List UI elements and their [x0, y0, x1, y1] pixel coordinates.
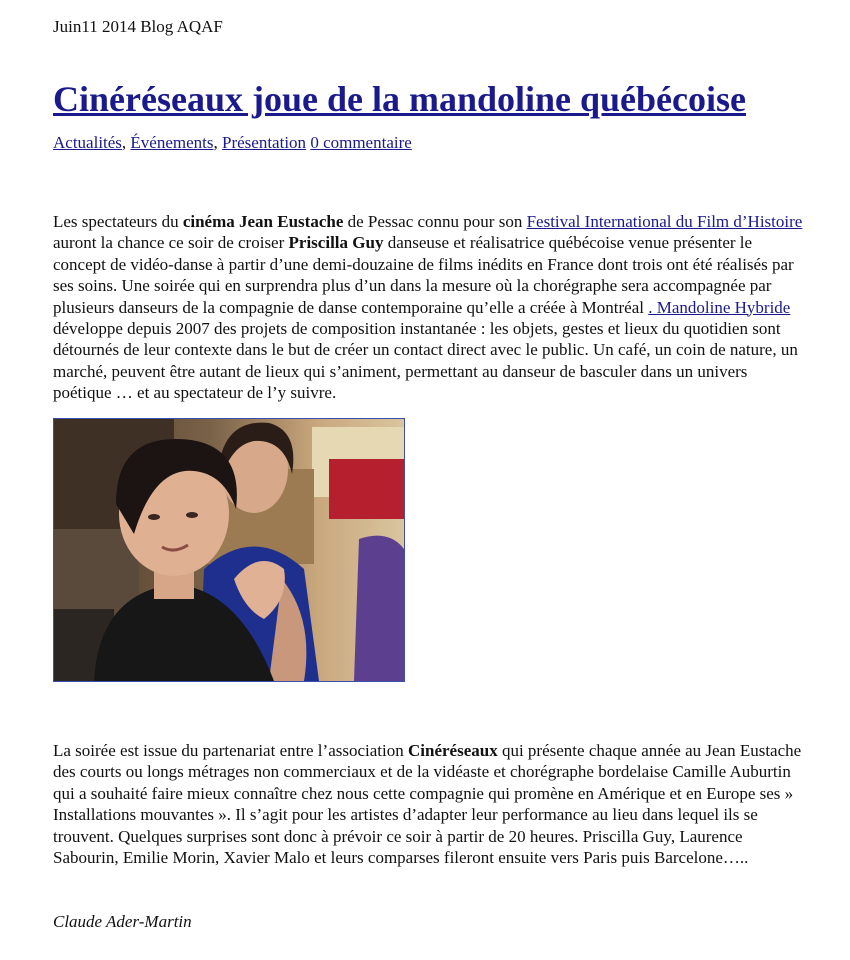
- dancers-photo-illustration: [54, 419, 404, 681]
- post-categories: Actualités, Événements, Présentation 0 commentaire: [53, 133, 412, 152]
- article-photo: [53, 418, 405, 682]
- post-date: Juin11 2014: [53, 17, 136, 36]
- category-link-presentation[interactable]: Présentation: [222, 133, 307, 152]
- category-link-evenements[interactable]: Événements: [130, 133, 214, 152]
- comments-link[interactable]: 0 commentaire: [310, 133, 412, 152]
- author-signature: Claude Ader-Martin: [53, 912, 192, 931]
- association-name: Cinéréseaux: [407, 741, 498, 760]
- post-meta: [53, 17, 223, 37]
- mandoline-hybride-link[interactable]: . Mandoline Hybride: [648, 297, 791, 317]
- artist-name: Priscilla Guy: [288, 233, 384, 253]
- article-paragraph-1: Les spectateurs du cinéma Jean Eustache de Pessac connu pour son Festival International du Film d’Histoire auront la chance ce soir de croiser Priscilla Guy danseuse et réalisatrice québécoise venue présenter le concept de vidéo-danse à partir d’une demi-douzaine de films inédits en France dont trois ont été réalisés par ses soins. Une soirée qui en surprendra plus d’un dans la mesure où la chorégraphe sera accompagnée par plusieurs danseurs de la compagnie de danse contemporaine qu’elle a créée à Montréal . Mandoline Hybride développe depuis 2007 des projets de composition instantanée : les objets, gestes et lieux du quotidien sont détournés de leur contexte dans le but de créer un contact direct avec le public. Un café, un coin de nature, un marché, peuvent être autant de lieux qui s’animent, permettant au danseur de basculer dans un univers poétique … et au spectateur de l’y suivre.: [53, 212, 803, 403]
- festival-link[interactable]: Festival International du Film d’Histoire: [526, 212, 803, 231]
- article-paragraph-2: La soirée est issue du partenariat entre l’association Cinéréseaux qui présente chaque année au Jean Eustache des courts ou longs métrages non commerciaux et de la vidéaste et chorégraphe bordelaise Camille Auburtin qui a souhaité faire mieux connaître chez nous cette compagnie qui promène en Amérique et en Europe ses » Installations mouvantes ». Il s’agit pour les artistes d’adapter leur performance au lieu dans lequel ils se trouvent. Quelques surprises sont donc à prévoir ce soir à partir de 20 heures. Priscilla Guy, Laurence Sabourin, Emilie Morin, Xavier Malo et leurs comparses fileront ensuite vers Paris puis Barcelone…..: [53, 741, 802, 868]
- category-link-actualites[interactable]: Actualités: [53, 133, 122, 152]
- blog-name: Blog AQAF: [140, 17, 223, 36]
- cinema-name: cinéma Jean Eustache: [182, 212, 344, 231]
- post-title[interactable]: Cinéréseaux joue de la mandoline québécoise: [53, 79, 746, 119]
